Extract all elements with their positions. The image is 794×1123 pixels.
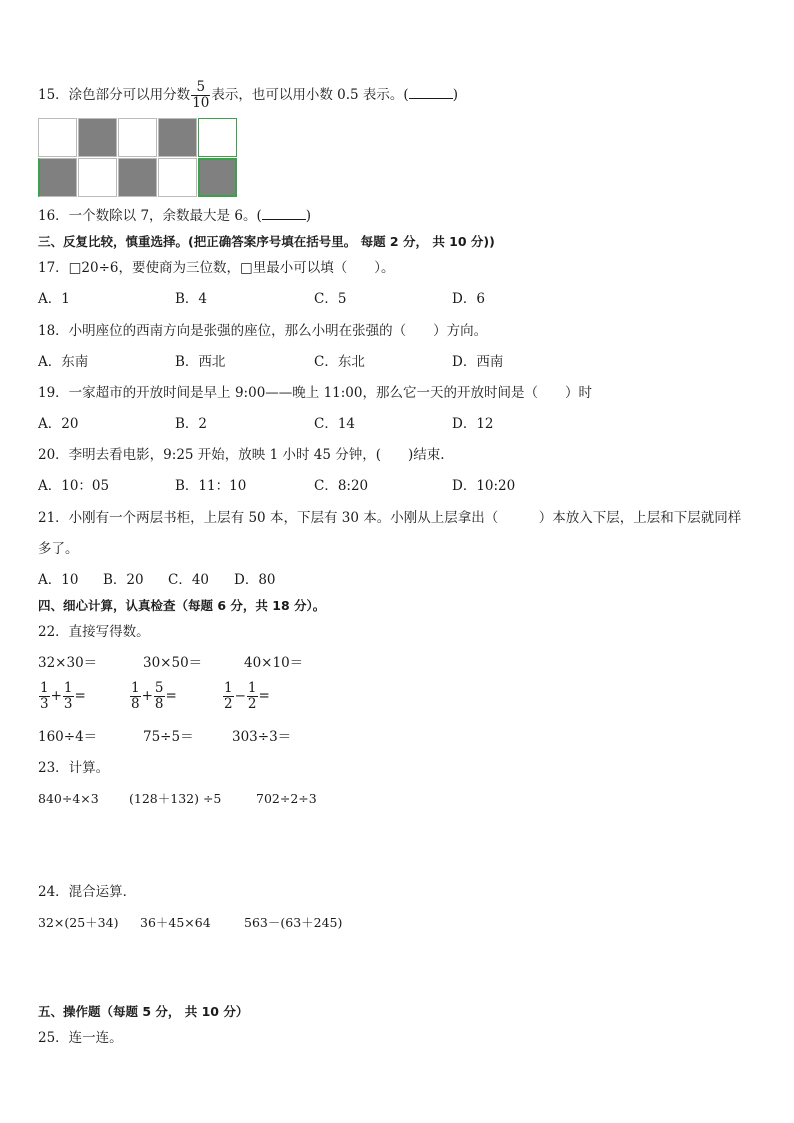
q20-option-c[interactable]: C．8:20 [314, 478, 369, 494]
q22-expr-9: 303÷3＝ [232, 729, 292, 745]
q25-title: 25．连一连。 [38, 1030, 123, 1046]
q19-text: 19．一家超市的开放时间是早上 9:00——晚上 11:00，那么它一天的开放时间是（ ）时 [38, 385, 592, 401]
q19-option-d[interactable]: D．12 [452, 416, 494, 432]
q19-option-c[interactable]: C．14 [314, 416, 356, 432]
frac-num: 1 [40, 680, 49, 696]
frac-num: 1 [63, 680, 73, 696]
q19-option-a[interactable]: A．20 [38, 416, 79, 432]
q18-option-c[interactable]: C．东北 [314, 354, 365, 370]
q21-text-line1: 21．小刚有一个两层书柜，上层有 50 本，下层有 30 本。小刚从上层拿出（ ）本放入下层，上层和下层就同样 [38, 510, 742, 526]
q17-text: 17．□20÷6，要使商为三位数，□里最小可以填（ ）。 [38, 260, 395, 276]
q24-expr-2: 36＋45×64 [140, 915, 211, 930]
frac-den: 3 [40, 696, 49, 712]
grid-cell [158, 158, 197, 197]
shaded-grid-figure [38, 118, 238, 198]
q21-option-c[interactable]: C．40 [168, 572, 210, 588]
grid-cell [38, 118, 77, 157]
section-5-heading: 五、操作题（每题 5 分， 共 10 分） [38, 1004, 249, 1019]
fraction [223, 681, 234, 712]
q17-option-d[interactable]: D．6 [452, 291, 485, 307]
q17-option-b[interactable]: B．4 [175, 291, 208, 307]
grid-cell [198, 118, 237, 157]
grid-cell-shaded [38, 158, 77, 197]
fraction [130, 681, 141, 712]
q24-expr-1: 32×(25＋34) [38, 915, 119, 930]
grid-cell-shaded [78, 118, 117, 157]
q21-option-d[interactable]: D．80 [234, 572, 276, 588]
q22-title: 22．直接写得数。 [38, 624, 150, 640]
section-4-heading: 四、细心计算，认真检查（每题 6 分，共 18 分）。 [38, 598, 326, 613]
q22-fraction-expr-2 [129, 681, 177, 712]
q16-text: 16．一个数除以 7，余数最大是 6。( [38, 208, 262, 224]
section-3-heading: 三、反复比较，慎重选择。(把正确答案序号填在括号里。 每题 2 分， 共 10 分)) [38, 234, 495, 249]
frac-den: 8 [154, 696, 164, 712]
frac-den: 8 [131, 696, 140, 712]
q15-prefix: 15．涂色部分可以用分数 [38, 87, 191, 103]
frac-num: 1 [247, 680, 257, 696]
q22-expr-2: 30×50＝ [143, 655, 203, 671]
q21-option-a[interactable]: A．10 [38, 572, 79, 588]
frac-den: 2 [247, 696, 257, 712]
q16-line [38, 207, 311, 225]
q20-option-d[interactable]: D．10:20 [452, 478, 516, 494]
q15-close: ) [452, 87, 458, 103]
q15-line [38, 80, 458, 111]
fraction [154, 681, 165, 712]
q22-expr-7: 160÷4＝ [38, 729, 98, 745]
q15-fraction [191, 80, 210, 111]
q23-expr-3: 702÷2÷3 [256, 791, 317, 806]
q21-text-line2: 多了。 [38, 541, 79, 557]
q16-answer-blank[interactable] [262, 207, 306, 220]
grid-cell-shaded [118, 158, 157, 197]
fraction [39, 681, 50, 712]
frac-num: 1 [131, 680, 140, 696]
q17-option-a[interactable]: A．1 [38, 291, 70, 307]
q17-option-c[interactable]: C．5 [314, 291, 347, 307]
operator: + [141, 688, 153, 704]
grid-cell [78, 158, 117, 197]
q23-expr-2: (128＋132) ÷5 [129, 791, 222, 806]
grid-cell-selected[interactable] [198, 158, 237, 197]
q18-option-b[interactable]: B．西北 [175, 354, 226, 370]
q24-title: 24．混合运算． [38, 884, 137, 900]
q23-expr-1: 840÷4×3 [38, 791, 99, 806]
q15-suffix: 表示，也可以用小数 0.5 表示。( [211, 87, 409, 103]
q16-close: ) [305, 208, 311, 224]
q22-expr-8: 75÷5＝ [143, 729, 194, 745]
grid-cell-shaded [158, 118, 197, 157]
operator: + [50, 688, 62, 704]
q15-answer-blank[interactable] [409, 86, 453, 99]
q18-option-a[interactable]: A．东南 [38, 354, 89, 370]
frac-den: 2 [224, 696, 233, 712]
q15-frac-den: 10 [192, 95, 210, 111]
q15-frac-num: 5 [191, 80, 210, 96]
equals: = [258, 688, 270, 704]
q21-option-b[interactable]: B．20 [103, 572, 144, 588]
equals: = [165, 688, 177, 704]
q20-text: 20．李明去看电影，9:25 开始，放映 1 小时 45 分钟，( )结束. [38, 447, 445, 463]
fraction [247, 681, 258, 712]
operator: − [234, 688, 246, 704]
q22-fraction-expr-3 [222, 681, 270, 712]
q19-option-b[interactable]: B．2 [175, 416, 208, 432]
grid-cell [118, 118, 157, 157]
q22-fraction-expr-1 [38, 681, 86, 712]
q22-expr-3: 40×10＝ [244, 655, 304, 671]
q18-text: 18．小明座位的西南方向是张强的座位，那么小明在张强的（ ）方向。 [38, 323, 488, 339]
frac-num: 5 [154, 680, 164, 696]
q20-option-a[interactable]: A．10：05 [38, 478, 110, 494]
q22-expr-1: 32×30＝ [38, 655, 98, 671]
frac-den: 3 [63, 696, 73, 712]
fraction [63, 681, 74, 712]
q20-option-b[interactable]: B．11：10 [175, 478, 247, 494]
frac-num: 1 [224, 680, 233, 696]
equals: = [74, 688, 86, 704]
q24-expr-3: 563－(63＋245) [244, 915, 343, 930]
q23-title: 23．计算。 [38, 760, 110, 776]
q18-option-d[interactable]: D．西南 [452, 354, 504, 370]
